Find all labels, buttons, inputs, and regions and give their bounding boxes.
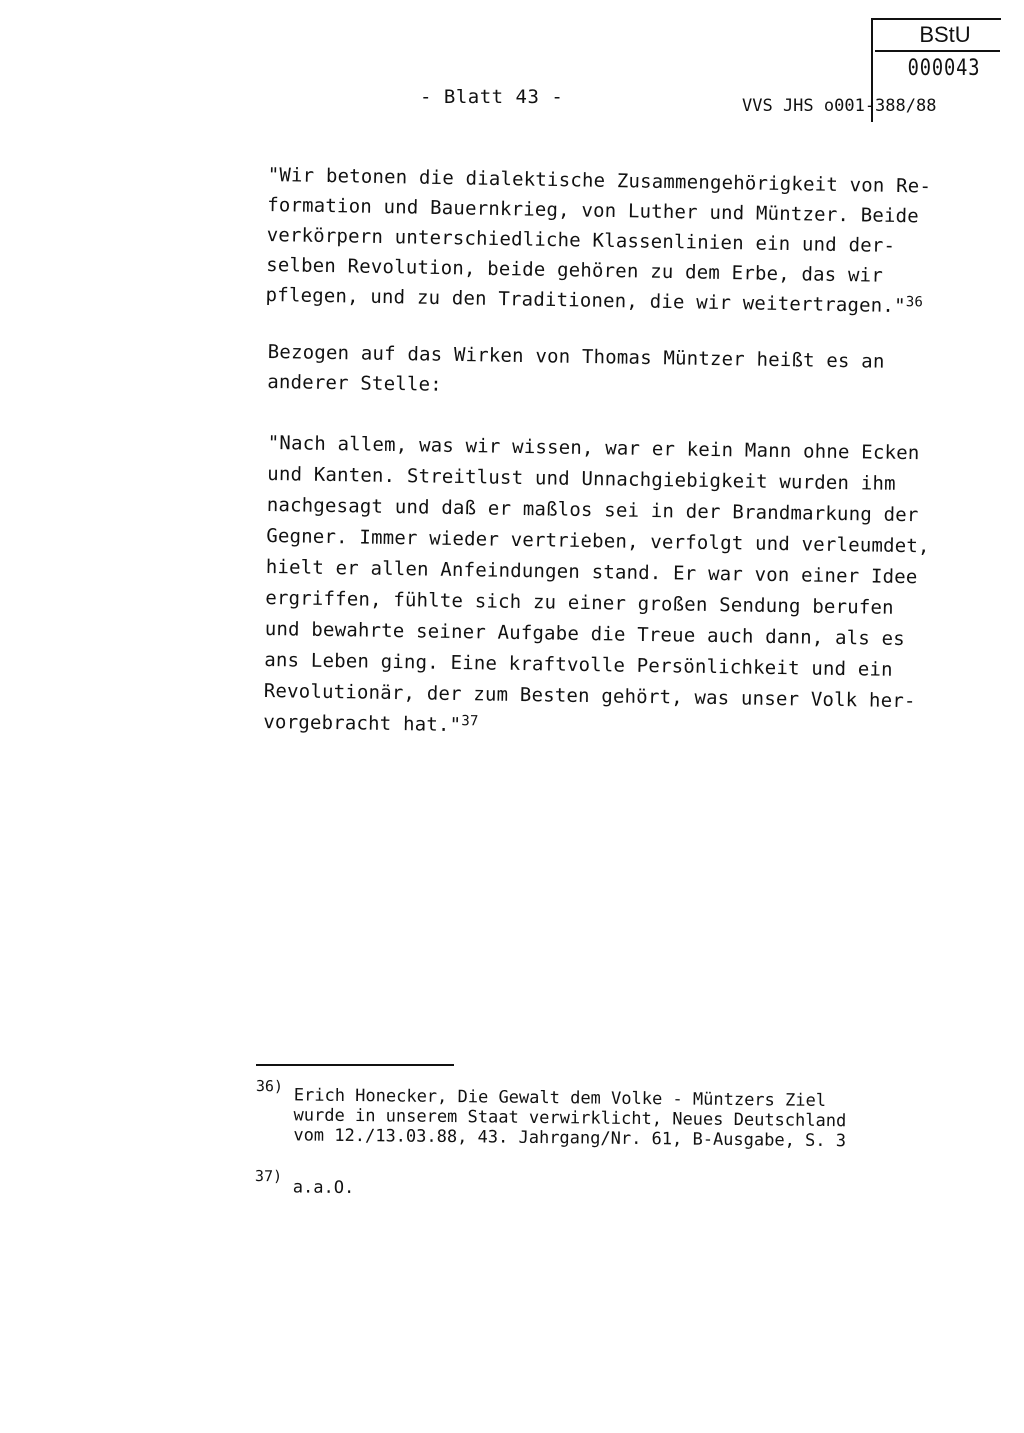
footnote-reference: 36 xyxy=(905,294,924,311)
text-line: "Nach allem, was wir wissen, war er kein Mann ohne Ecken xyxy=(267,431,920,465)
document-reference: VVS JHS o001-388/88 xyxy=(742,96,937,116)
footnote-text xyxy=(293,1167,975,1204)
text-line: ans Leben ging. Eine kraftvolle Persönlichkeit und ein xyxy=(264,648,893,681)
text-line: verkörpern unterschiedliche Klassenlinien ein und der- xyxy=(266,223,896,257)
text-line: anderer Stelle: xyxy=(267,370,443,396)
quote-paragraph-2 xyxy=(263,428,968,749)
text-line: Bezogen auf das Wirken von Thomas Müntzer heißt es an xyxy=(267,340,885,373)
footnote-mark: 37) xyxy=(254,1166,283,1186)
footnote-line: wurde in unserem Staat verwirklicht, Neues Deutschland xyxy=(293,1105,847,1132)
text-line: formation und Bauernkrieg, von Luther und Müntzer. Beide xyxy=(267,193,920,228)
footnote-line: vom 12./13.03.88, 43. Jahrgang/Nr. 61, B-Ausgabe, S. 3 xyxy=(293,1125,847,1152)
archive-stamp-label: BStU xyxy=(919,22,971,47)
footnote-36 xyxy=(255,1077,976,1153)
footnote-line: Erich Honecker, Die Gewalt dem Volke - Müntzers Ziel xyxy=(293,1085,827,1111)
text-line: Gegner. Immer wieder vertrieben, verfolgt und verleumdet, xyxy=(266,524,930,558)
text-line: hielt er allen Anfeindungen stand. Er war von einer Idee xyxy=(265,555,918,589)
text-line-content: pflegen, und zu den Traditionen, die wir weitertragen." xyxy=(265,283,906,318)
footnote-reference: 37 xyxy=(461,713,479,730)
text-line: selben Revolution, beide gehören zu dem Erbe, das wir xyxy=(265,253,884,287)
footnote-separator xyxy=(256,1064,454,1066)
footnotes xyxy=(255,1077,976,1205)
footnote-37 xyxy=(255,1167,975,1205)
archive-page-number: 000043 xyxy=(907,56,981,81)
text-line: "Wir betonen die dialektische Zusammengehörigkeit von Re- xyxy=(267,163,932,198)
footnote-text xyxy=(293,1077,976,1152)
text-line: ergriffen, fühlte sich zu einer großen Sendung berufen xyxy=(265,586,894,619)
text-line: und bewahrte seiner Aufgabe die Treue auch dann, als es xyxy=(264,617,906,651)
text-line: nachgesagt und daß er maßlos sei in der Brandmarkung der xyxy=(266,493,919,527)
text-line: und Kanten. Streitlust und Unnachgiebigkeit wurden ihm xyxy=(267,462,896,495)
page-label: - Blatt 43 - xyxy=(420,86,564,108)
text-line-content: vorgebracht hat." xyxy=(263,710,462,737)
archive-stamp-divider xyxy=(875,50,1000,52)
text-line: Revolutionär, der zum Besten gehört, was unser Volk her- xyxy=(263,679,916,713)
intro-paragraph xyxy=(267,337,968,408)
footnote-line: a.a.O. xyxy=(292,1177,355,1199)
quote-paragraph-1 xyxy=(265,160,968,322)
footnote-mark: 36) xyxy=(255,1077,284,1096)
